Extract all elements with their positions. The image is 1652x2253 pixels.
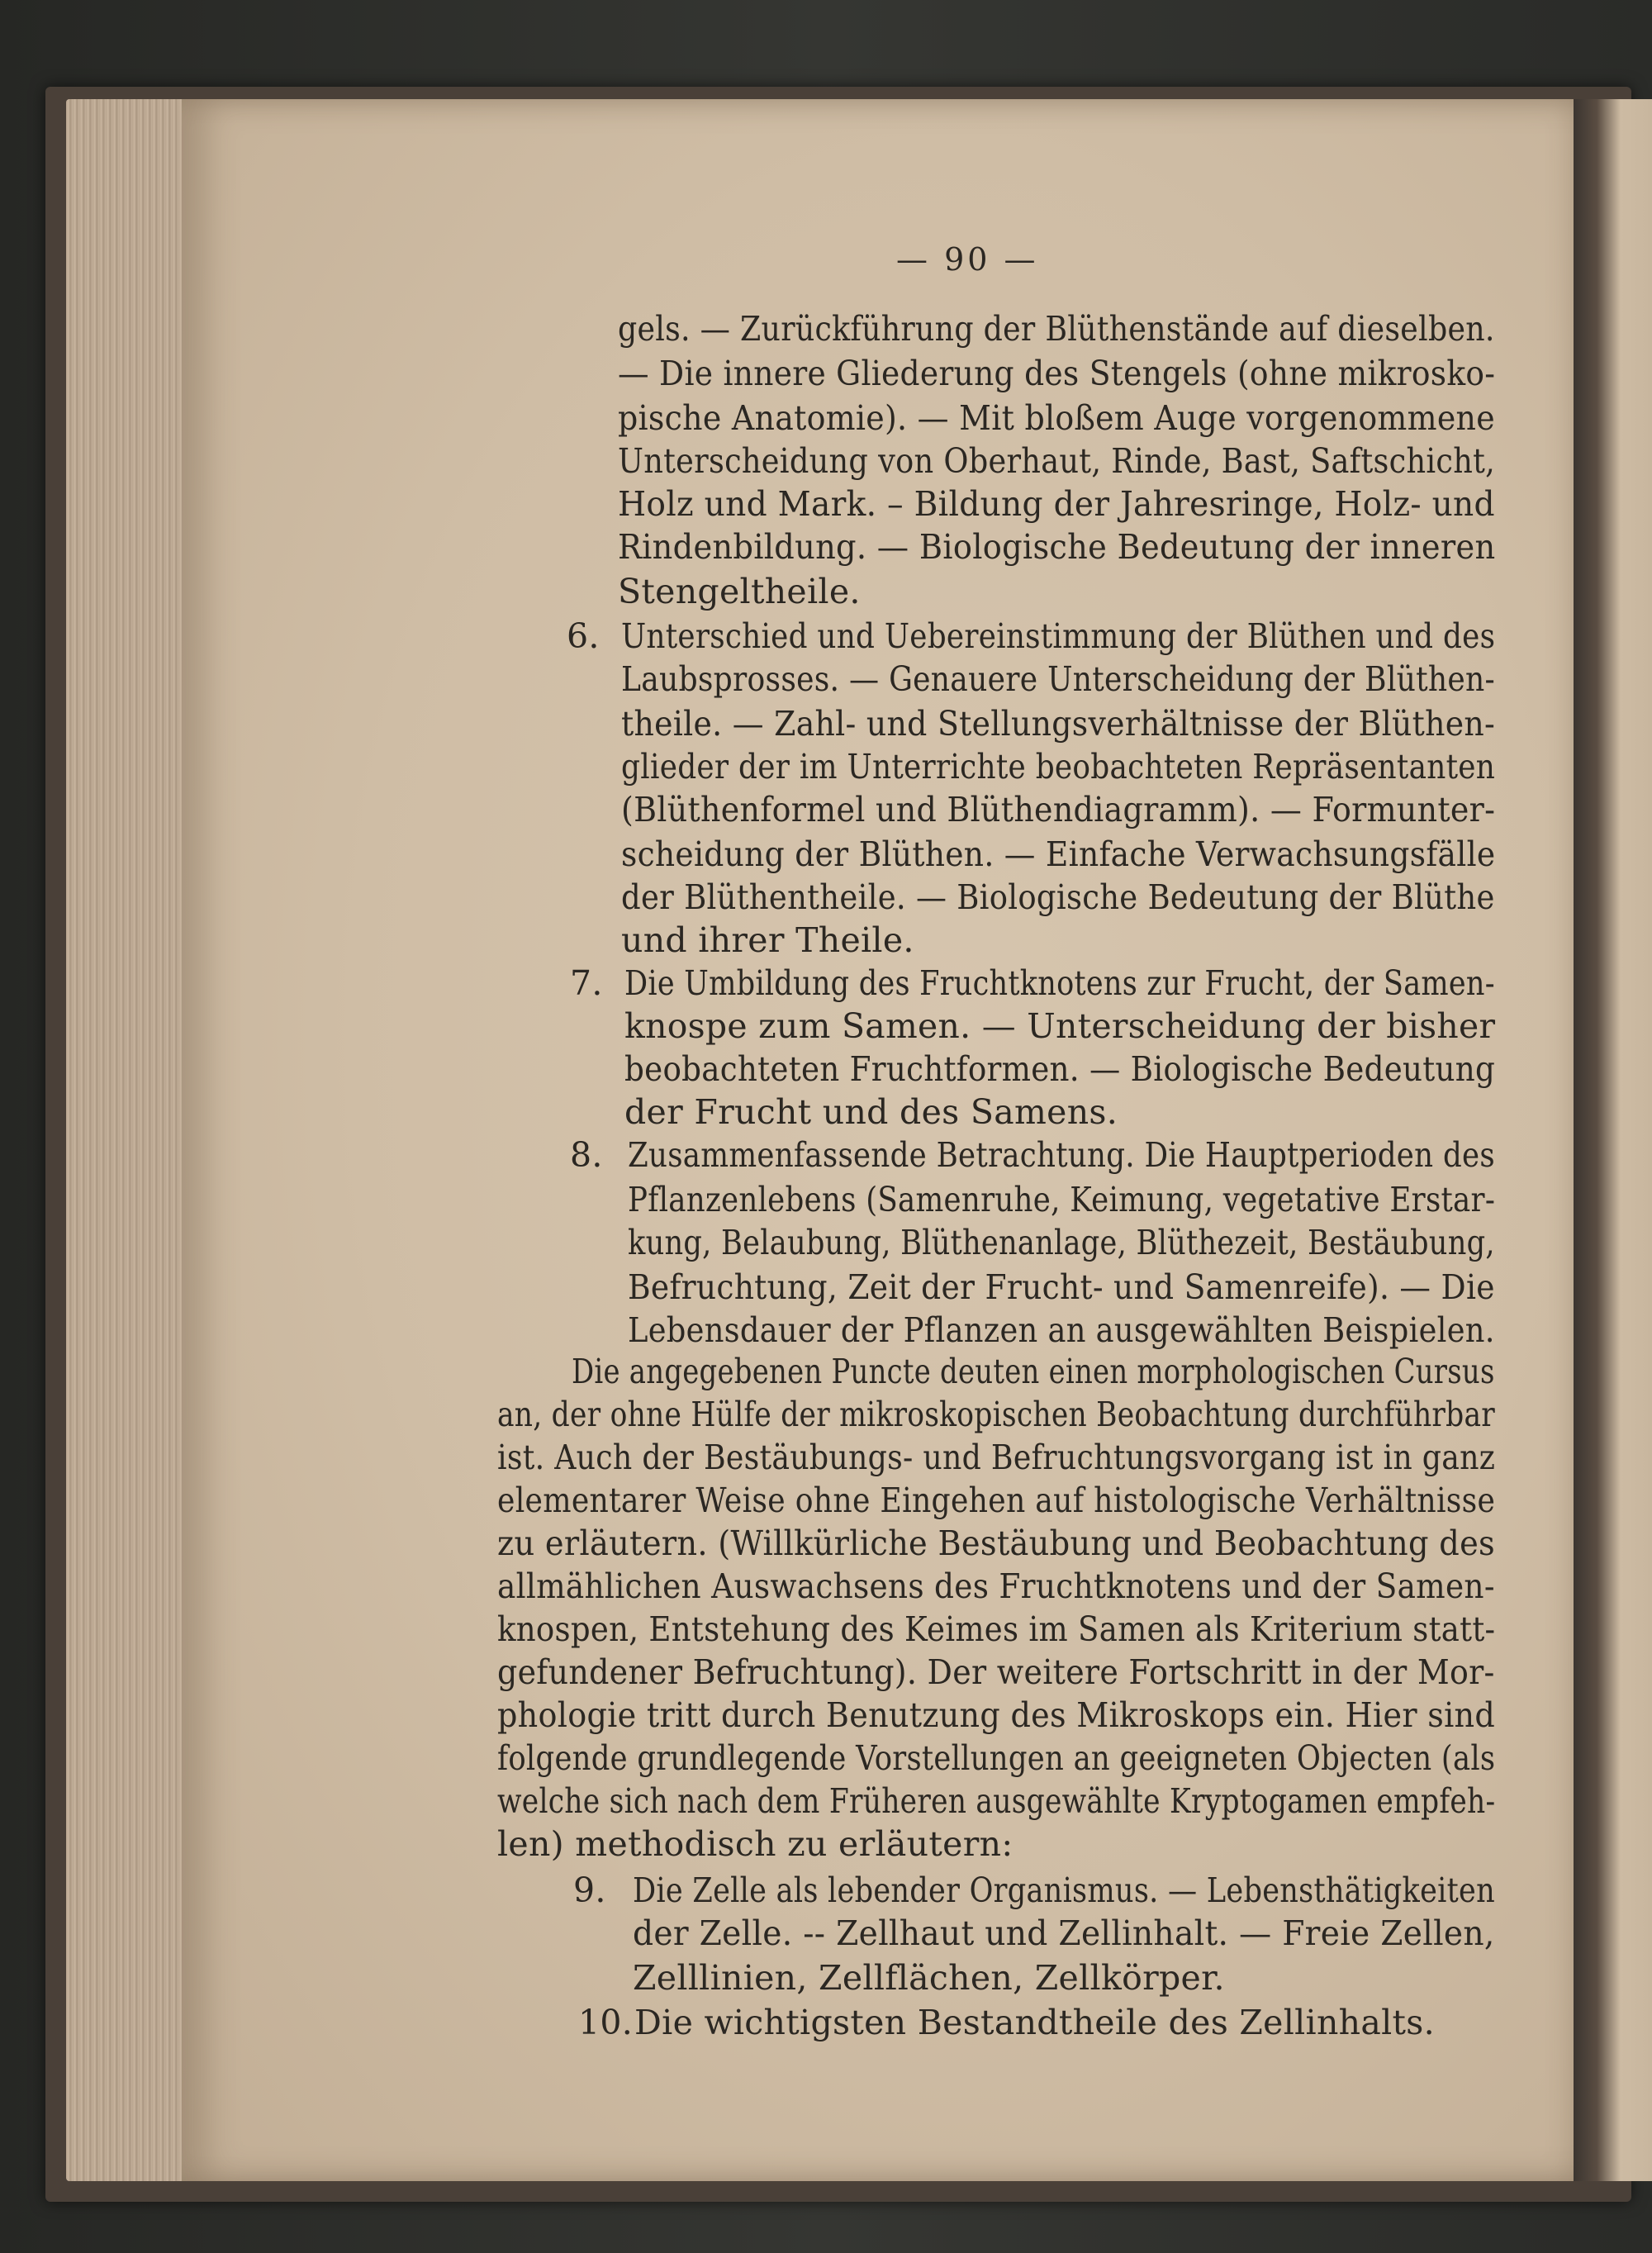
text-line: Lebensdauer der Pflanzen an ausgewählten Beispielen. [628, 1310, 1495, 1350]
text-line: gels. — Zurückführung der Blüthenstände auf dieselben. [618, 309, 1495, 349]
text-line: scheidung der Blüthen. — Einfache Verwachsungsfälle [621, 834, 1496, 874]
text-line: beobachteten Fruchtformen. — Biologische Bedeutung [624, 1049, 1496, 1089]
text-line: pische Anatomie). — Mit bloßem Auge vorgenommene [618, 398, 1495, 438]
text-line: an, der ohne Hülfe der mikroskopischen Beobachtung durchführbar [497, 1395, 1495, 1434]
item-number: 10. [578, 2003, 634, 2042]
text-line: Die Umbildung des Fruchtknotens zur Frucht, der Samen- [624, 963, 1495, 1003]
text-line: Stengeltheile. [618, 572, 861, 611]
text-line: (Blüthenformel und Blüthendiagramm). — Formunter- [621, 790, 1496, 829]
text-line: der Frucht und des Samens. [624, 1092, 1118, 1132]
text-line: Befruchtung, Zeit der Frucht- und Samenreife). — Die [628, 1267, 1495, 1307]
text-line: — Die innere Gliederung des Stengels (ohne mikrosko- [618, 354, 1496, 393]
item-number: 7. [570, 963, 603, 1003]
text-line: len) methodisch zu erläutern: [497, 1824, 1014, 1864]
item-number: 6. [567, 616, 600, 656]
text-line: Unterschied und Uebereinstimmung der Blüthen und des [621, 616, 1496, 656]
text-line: Die wichtigsten Bestandtheile des Zellinhalts. [634, 2003, 1435, 2042]
text-line: Zelllinien, Zellflächen, Zellkörper. [633, 1958, 1225, 1998]
item-number: 8. [570, 1135, 603, 1175]
text-line: Laubsprosses. — Genauere Unterscheidung der Blüthen- [621, 659, 1496, 699]
text-line: glieder der im Unterrichte beobachteten Repräsentanten [621, 747, 1496, 787]
text-line: phologie tritt durch Benutzung des Mikroskops ein. Hier sind [497, 1695, 1496, 1735]
text-line: Die angegebenen Puncte deuten einen morphologischen Cursus [572, 1352, 1495, 1391]
text-line: Unterscheidung von Oberhaut, Rinde, Bast, Saftschicht, [618, 441, 1496, 481]
text-line: theile. — Zahl- und Stellungsverhältnisse der Blüthen- [621, 704, 1496, 744]
text-line: Holz und Mark. – Bildung der Jahresringe, Holz- und [618, 484, 1495, 524]
text-line: gefundener Befruchtung). Der weitere Fortschritt in der Mor- [497, 1652, 1495, 1692]
text-line: knospen, Entstehung des Keimes im Samen als Kriterium statt- [497, 1609, 1496, 1649]
text-line: welche sich nach dem Früheren ausgewählte Kryptogamen empfeh- [497, 1781, 1496, 1821]
text-line: ist. Auch der Bestäubungs- und Befruchtungsvorgang ist in ganz [497, 1438, 1496, 1477]
text-line: allmählichen Auswachsens des Fruchtknotens und der Samen- [497, 1566, 1495, 1606]
text-line: der Zelle. -- Zellhaut und Zellinhalt. — Freie Zellen, [633, 1913, 1495, 1953]
text-line: der Blüthentheile. — Biologische Bedeutung der Blüthe [621, 877, 1495, 917]
text-line: kung, Belaubung, Blüthenanlage, Blüthezeit, Bestäubung, [628, 1223, 1495, 1262]
text-line: elementarer Weise ohne Eingehen auf histologische Verhältnisse [497, 1481, 1496, 1520]
page-number: — 90 — [896, 241, 1039, 278]
text-line: Die Zelle als lebender Organismus. — Lebensthätigkeiten [633, 1870, 1495, 1910]
text-line: Pflanzenlebens (Samenruhe, Keimung, vegetative Erstar- [628, 1180, 1496, 1219]
text-line: knospe zum Samen. — Unterscheidung der bisher [624, 1006, 1496, 1046]
text-line: folgende grundlegende Vorstellungen an geeigneten Objecten (als [497, 1738, 1496, 1778]
text-line: Rindenbildung. — Biologische Bedeutung der inneren [618, 527, 1496, 567]
text-line: Zusammenfassende Betrachtung. Die Hauptperioden des [628, 1135, 1495, 1175]
text-line: zu erläutern. (Willkürliche Bestäubung und Beobachtung des [497, 1523, 1496, 1563]
item-number: 9. [573, 1870, 606, 1910]
text-line: und ihrer Theile. [621, 920, 914, 960]
